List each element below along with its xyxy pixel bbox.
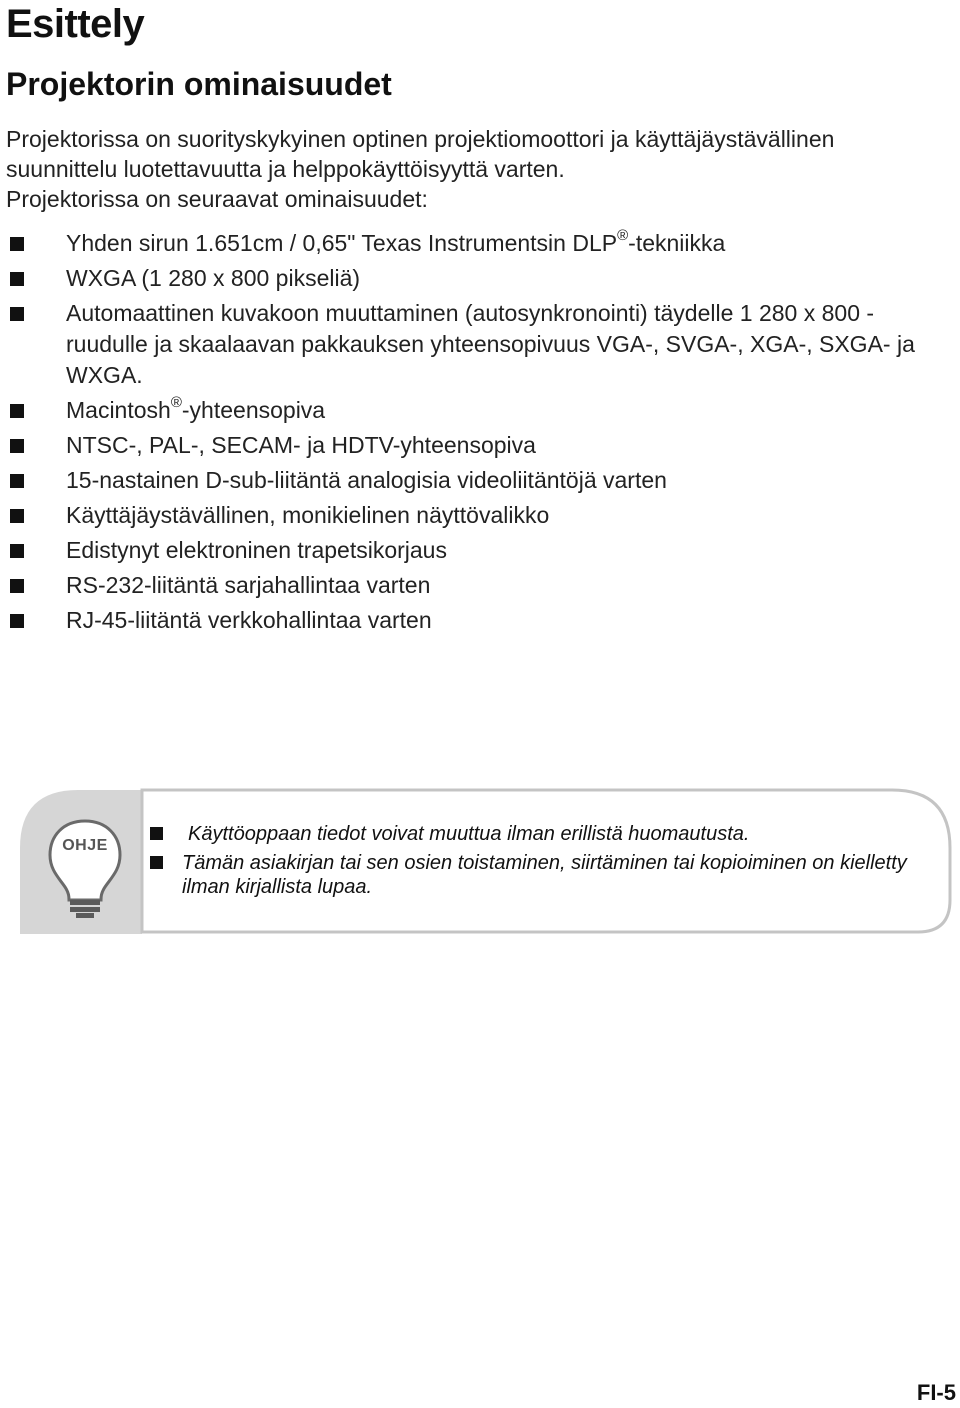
square-bullet-icon [10, 237, 24, 251]
square-bullet-icon [10, 614, 24, 628]
feature-item [0, 605, 960, 636]
page-number: FI-5 [916, 1380, 956, 1405]
feature-item [0, 263, 960, 294]
square-bullet-icon [10, 272, 24, 286]
note-item [150, 851, 910, 899]
feature-text: RS-232-liitäntä sarjahallintaa varten [66, 572, 431, 598]
square-bullet-icon [10, 509, 24, 523]
feature-item [0, 228, 960, 259]
feature-list [0, 228, 960, 640]
feature-text: NTSC-, PAL-, SECAM- ja HDTV-yhteensopiva [66, 432, 536, 458]
intro-line: Projektorissa on suorityskykyinen optinen projektiomoottori ja käyttäjäystävällinen [6, 126, 835, 152]
intro-paragraph [6, 124, 946, 214]
feature-item [0, 500, 960, 531]
registered-mark: ® [617, 227, 629, 245]
chapter-title: Esittely [6, 2, 145, 46]
note-list [150, 822, 910, 904]
feature-item [0, 430, 960, 461]
square-bullet-icon [150, 827, 163, 840]
square-bullet-icon [150, 856, 163, 869]
registered-mark: ® [170, 394, 182, 412]
square-bullet-icon [10, 544, 24, 558]
intro-line: Projektorissa on seuraavat ominaisuudet: [6, 186, 428, 212]
feature-item [0, 395, 960, 426]
feature-text: -yhteensopiva [181, 397, 326, 423]
intro-line: suunnittelu luotettavuutta ja helppokäyttöisyyttä varten. [6, 156, 565, 182]
feature-text: Käyttäjäystävällinen, monikielinen näyttövalikko [66, 502, 550, 528]
feature-text: Automaattinen kuvakoon muuttaminen (autosynkronointi) täydelle 1 280 x 800 - ruudulle ja skaalaavan pakkauksen yhteensopivuus VGA-, SVGA-, XGA-, SXGA- ja WXGA. [66, 300, 915, 388]
note-item [150, 822, 910, 846]
section-title: Projektorin ominaisuudet [6, 66, 392, 102]
feature-text: -tekniikka [628, 230, 726, 256]
feature-item [0, 465, 960, 496]
feature-text: WXGA (1 280 x 800 pikseliä) [66, 265, 361, 291]
feature-text: Edistynyt elektroninen trapetsikorjaus [66, 537, 447, 563]
note-text: Tämän asiakirjan tai sen osien toistaminen, siirtäminen tai kopioiminen on kielletty ilman kirjallista lupaa. [182, 852, 907, 898]
square-bullet-icon [10, 579, 24, 593]
square-bullet-icon [10, 474, 24, 488]
feature-text: Macintosh [66, 397, 171, 423]
note-text: Käyttöoppaan tiedot voivat muuttua ilman erillistä huomautusta. [188, 823, 750, 845]
feature-item [0, 298, 960, 391]
note-label: OHJE [62, 837, 108, 854]
note-box [20, 788, 952, 934]
square-bullet-icon [10, 307, 24, 321]
feature-text: Yhden sirun 1.651cm / 0,65" Texas Instrumentsin DLP [66, 230, 618, 256]
feature-text: 15-nastainen D-sub-liitäntä analogisia videoliitäntöjä varten [66, 467, 667, 493]
feature-item [0, 535, 960, 566]
feature-text: RJ-45-liitäntä verkkohallintaa varten [66, 607, 432, 633]
feature-item [0, 570, 960, 601]
square-bullet-icon [10, 404, 24, 418]
lightbulb-icon [46, 818, 124, 918]
square-bullet-icon [10, 439, 24, 453]
